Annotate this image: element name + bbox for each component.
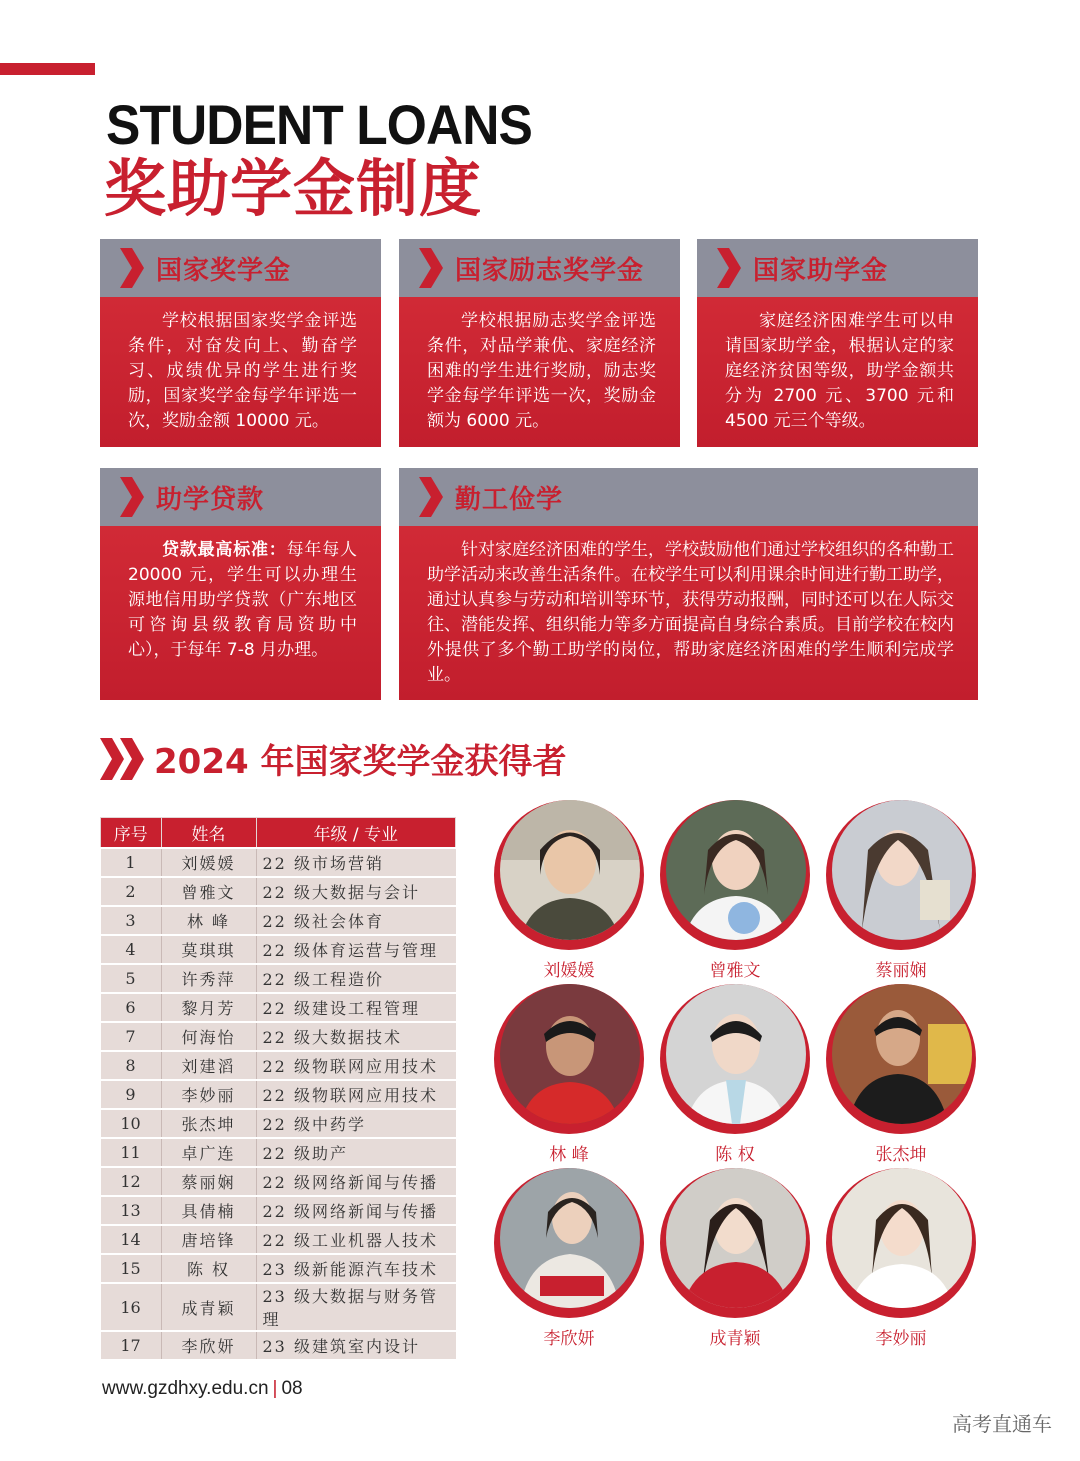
table-row [101, 993, 456, 1022]
card-body-text: 每年每人 20000 元，学生可以办理生源地信用助学贷款（广东地区可咨询县级教育局资助中心），于每年 7-8 月办理。 [128, 540, 358, 660]
table-row [101, 964, 456, 993]
table-row [101, 848, 456, 877]
portrait-photo [666, 800, 806, 940]
photo-ring [826, 984, 976, 1134]
row-major: 22 级建设工程管理 [256, 993, 456, 1022]
row-index: 8 [101, 1051, 162, 1080]
row-name: 陈 权 [161, 1254, 256, 1283]
card-title: 勤工俭学 [455, 484, 564, 515]
card-header [100, 468, 381, 526]
row-index: 17 [101, 1331, 162, 1359]
row-major: 22 级社会体育 [256, 906, 456, 935]
portrait-photo [832, 1168, 972, 1308]
row-major: 22 级市场营销 [256, 848, 456, 877]
table-row [101, 1196, 456, 1225]
photo-card [826, 984, 976, 1165]
photo-ring [494, 800, 644, 950]
card-title: 国家奖学金 [156, 255, 292, 286]
table-row [101, 1138, 456, 1167]
row-major: 22 级大数据与会计 [256, 877, 456, 906]
portrait-photo [832, 984, 972, 1124]
double-chevron-icon [100, 738, 146, 780]
row-index: 6 [101, 993, 162, 1022]
row-name: 许秀萍 [161, 964, 256, 993]
photo-caption: 蔡丽娴 [875, 961, 927, 981]
table-row [101, 1080, 456, 1109]
card-inspirational-scholarship [399, 239, 680, 447]
row-index: 10 [101, 1109, 162, 1138]
card-header [697, 239, 978, 297]
chevron-right-icon [118, 477, 146, 517]
watermark: 高考直通车 [952, 1412, 1052, 1436]
card-title: 国家励志奖学金 [455, 255, 645, 286]
section-title-text: 2024 年国家奖学金获得者 [154, 742, 567, 782]
row-index: 5 [101, 964, 162, 993]
table-row [101, 877, 456, 906]
photo-caption: 成青颖 [709, 1329, 761, 1349]
top-accent-bar [0, 63, 95, 75]
portrait-photo [666, 1168, 806, 1308]
card-body: 学校根据励志奖学金评选条件，对品学兼优、家庭经济困难的学生进行奖励，励志奖学金每学年评选一次，奖励金额为 6000 元。 [399, 297, 680, 447]
row-index: 2 [101, 877, 162, 906]
table-row [101, 906, 456, 935]
row-name: 刘媛媛 [161, 848, 256, 877]
photo-ring [826, 1168, 976, 1318]
photo-ring [660, 800, 810, 950]
card-title: 国家助学金 [753, 255, 889, 286]
row-name: 成青颖 [161, 1283, 256, 1331]
row-name: 黎月芳 [161, 993, 256, 1022]
card-header [399, 468, 978, 526]
row-index: 16 [101, 1283, 162, 1331]
row-name: 李妙丽 [161, 1080, 256, 1109]
chevron-right-icon [715, 248, 743, 288]
photo-card [660, 1168, 810, 1349]
card-title: 助学贷款 [156, 484, 265, 515]
row-name: 何海怡 [161, 1022, 256, 1051]
row-major: 22 级助产 [256, 1138, 456, 1167]
row-index: 15 [101, 1254, 162, 1283]
table-row [101, 1331, 456, 1359]
card-header [100, 239, 381, 297]
row-index: 4 [101, 935, 162, 964]
table-row [101, 935, 456, 964]
card-body [100, 526, 381, 700]
row-name: 卓广连 [161, 1138, 256, 1167]
row-major: 23 级新能源汽车技术 [256, 1254, 456, 1283]
row-name: 林 峰 [161, 906, 256, 935]
title-chinese: 奖助学金制度 [104, 152, 483, 225]
table-row [101, 1283, 456, 1331]
row-major: 23 级大数据与财务管理 [256, 1283, 456, 1331]
header-major: 年级 / 专业 [256, 818, 456, 849]
card-body-bold: 贷款最高标准： [162, 540, 287, 560]
card-student-loan [100, 468, 381, 700]
row-major: 22 级中药学 [256, 1109, 456, 1138]
photo-caption: 林 峰 [549, 1145, 589, 1165]
winner-photos [494, 800, 994, 1360]
row-index: 1 [101, 848, 162, 877]
row-name: 莫琪琪 [161, 935, 256, 964]
portrait-photo [500, 1168, 640, 1308]
photo-ring [660, 1168, 810, 1318]
table-header-row [101, 818, 456, 849]
row-major: 22 级工业机器人技术 [256, 1225, 456, 1254]
photo-caption: 陈 权 [715, 1145, 755, 1165]
photo-caption: 李妙丽 [875, 1329, 927, 1349]
footer-separator: | [272, 1378, 278, 1399]
photo-caption: 李欣妍 [543, 1329, 595, 1349]
card-national-grant [697, 239, 978, 447]
table-row [101, 1225, 456, 1254]
chevron-right-icon [118, 248, 146, 288]
header-name: 姓名 [161, 818, 256, 849]
row-major: 23 级建筑室内设计 [256, 1331, 456, 1359]
page-number: 08 [281, 1378, 303, 1399]
photo-card [660, 800, 810, 981]
row-name: 具倩楠 [161, 1196, 256, 1225]
table-row [101, 1022, 456, 1051]
card-national-scholarship [100, 239, 381, 447]
winners-table [100, 817, 456, 1359]
photo-ring [494, 1168, 644, 1318]
row-name: 曾雅文 [161, 877, 256, 906]
card-body: 学校根据国家奖学金评选条件，对奋发向上、勤奋学习、成绩优异的学生进行奖励，国家奖学金每学年评选一次，奖励金额 10000 元。 [100, 297, 381, 447]
chevron-right-icon [417, 248, 445, 288]
row-index: 13 [101, 1196, 162, 1225]
row-major: 22 级大数据技术 [256, 1022, 456, 1051]
row-name: 蔡丽娴 [161, 1167, 256, 1196]
chevron-right-icon [417, 477, 445, 517]
table-row [101, 1109, 456, 1138]
photo-card [826, 1168, 976, 1349]
row-index: 9 [101, 1080, 162, 1109]
card-work-study [399, 468, 978, 700]
row-major: 22 级体育运营与管理 [256, 935, 456, 964]
photo-card [494, 984, 644, 1165]
photo-caption: 曾雅文 [709, 961, 761, 981]
portrait-photo [500, 800, 640, 940]
photo-ring [494, 984, 644, 1134]
row-index: 11 [101, 1138, 162, 1167]
row-index: 3 [101, 906, 162, 935]
card-body: 针对家庭经济困难的学生，学校鼓励他们通过学校组织的各种勤工助学活动来改善生活条件。在校学生可以利用课余时间进行勤工助学，通过认真参与劳动和培训等环节，获得劳动报酬，同时还可以在人际交往、潜能发挥、组织能力等多方面提高自身综合素质。目前学校在校内外提供了多个勤工助学的岗位，帮助家庭经济困难的学生顺利完成学业。 [399, 526, 978, 700]
photo-caption: 刘媛媛 [543, 961, 595, 981]
photo-ring [826, 800, 976, 950]
row-major: 22 级网络新闻与传播 [256, 1167, 456, 1196]
row-major: 22 级网络新闻与传播 [256, 1196, 456, 1225]
row-major: 22 级工程造价 [256, 964, 456, 993]
row-name: 张杰坤 [161, 1109, 256, 1138]
table-row [101, 1051, 456, 1080]
row-name: 李欣妍 [161, 1331, 256, 1359]
photo-card [494, 1168, 644, 1349]
photo-card [826, 800, 976, 981]
row-name: 唐培锋 [161, 1225, 256, 1254]
photo-ring [660, 984, 810, 1134]
row-index: 7 [101, 1022, 162, 1051]
table-row [101, 1167, 456, 1196]
row-name: 刘建滔 [161, 1051, 256, 1080]
footer [102, 1378, 303, 1400]
row-major: 22 级物联网应用技术 [256, 1080, 456, 1109]
winners-section-title [100, 734, 566, 783]
portrait-photo [500, 984, 640, 1124]
title-english: STUDENT LOANS [106, 93, 532, 156]
portrait-photo [832, 800, 972, 940]
header-index: 序号 [101, 818, 162, 849]
photo-card [494, 800, 644, 981]
table-row [101, 1254, 456, 1283]
photo-card [660, 984, 810, 1165]
row-index: 12 [101, 1167, 162, 1196]
card-body: 家庭经济困难学生可以申请国家助学金，根据认定的家庭经济贫困等级，助学金额共分为 2700 元、3700 元和 4500 元三个等级。 [697, 297, 978, 447]
row-index: 14 [101, 1225, 162, 1254]
portrait-photo [666, 984, 806, 1124]
footer-url[interactable]: www.gzdhxy.edu.cn [102, 1378, 269, 1399]
row-major: 22 级物联网应用技术 [256, 1051, 456, 1080]
photo-caption: 张杰坤 [875, 1145, 927, 1165]
card-header [399, 239, 680, 297]
